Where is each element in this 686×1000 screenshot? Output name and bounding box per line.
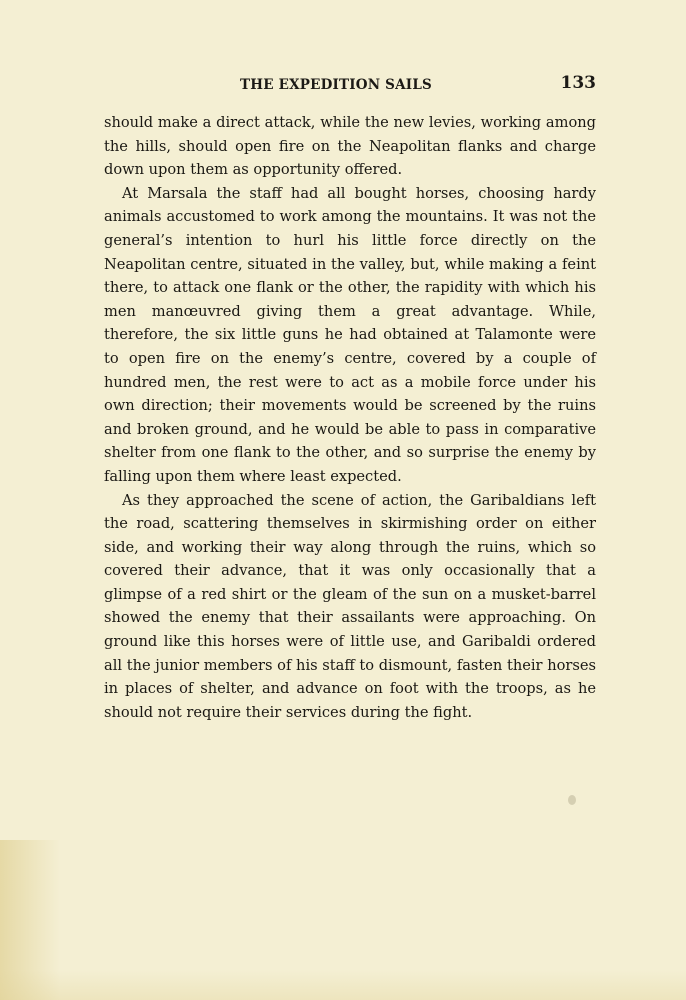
body-text: [104, 111, 596, 724]
page-speck: [568, 795, 576, 805]
page-header: [104, 73, 596, 97]
paragraph-1: should make a direct attack, while the new levies, working among the hills, should open fire on the Neapolitan flanks and charge down upon them as opportunity offered.: [104, 114, 596, 179]
page-number: 133: [560, 73, 596, 93]
paragraph-3: As they approached the scene of action, the Garibaldians left the road, scattering themselves in skirmishing order on either side, and working their way along through the ruins, which so covered their advance, that it was only occasionally that a glimpse of a red shirt or the gleam of the sun on a musket-barrel showed the enemy that their assailants were approaching. On ground like this horses were of little use, and Garibaldi ordered all the junior members of his staff to dismount, fasten their horses in places of shelter, and advance on foot with the troops, as he should not require their services during the fight.: [104, 491, 596, 721]
page-edge-shadow: [0, 970, 686, 1000]
paragraph-2: At Marsala the staff had all bought horses, choosing hardy animals accustomed to work among the mountains. It was not the general’s intention to hurl his little force directly on the Neapolitan centre, situated in the valley, but, while making a feint there, to attack one flank or the other, the rapidity with which his men manœuvred giving them a great advantage. While, therefore, the six little guns he had obtained at Talamonte were to open fire on the enemy’s centre, covered by a couple of hundred men, the rest were to act as a mobile force under his own direction; their movements would be screened by the ruins and broken ground, and he would be able to pass in comparative shelter from one flank to the other, and so surprise the enemy by falling upon them where least expected.: [104, 184, 596, 485]
running-head: THE EXPEDITION SAILS: [240, 77, 432, 93]
